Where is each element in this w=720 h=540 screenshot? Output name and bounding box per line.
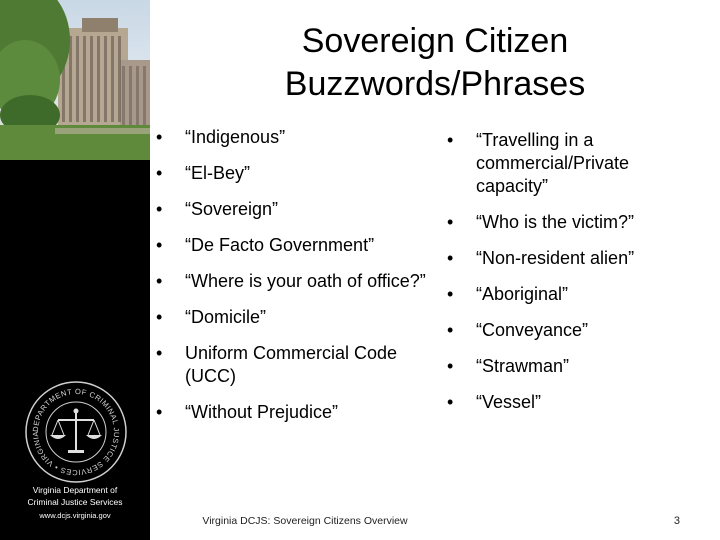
bullet-marker: • <box>447 212 454 232</box>
bullet-text: “De Facto Government” <box>185 235 375 255</box>
sidebar <box>0 0 150 540</box>
bullet-marker: • <box>156 402 163 422</box>
bullet-item <box>447 283 677 306</box>
slide-title-line2: Buzzwords/Phrases <box>284 65 586 103</box>
bullet-item <box>156 234 426 257</box>
bullet-marker: • <box>156 235 163 255</box>
bullet-marker: • <box>447 392 454 412</box>
bullet-marker: • <box>447 248 454 268</box>
agency-url[interactable]: www.dcjs.virginia.gov <box>39 511 111 520</box>
bullet-marker: • <box>156 343 163 363</box>
bullet-item <box>156 342 426 388</box>
left-bullet-list <box>156 126 426 437</box>
bullet-item <box>447 129 677 198</box>
bullet-item <box>156 198 426 221</box>
slide-title-line1: Sovereign Citizen <box>301 22 569 60</box>
building-photo <box>0 0 150 160</box>
slide-title <box>215 20 655 106</box>
bullet-item <box>447 319 677 342</box>
bullet-marker: • <box>447 356 454 376</box>
bullet-text: “Aboriginal” <box>476 284 569 304</box>
bullet-item <box>156 306 426 329</box>
bullet-marker: • <box>156 163 163 183</box>
bullet-marker: • <box>156 199 163 219</box>
bullet-text: “Who is the victim?” <box>476 212 635 232</box>
bullet-item <box>447 391 677 414</box>
bullet-text: “El-Bey” <box>185 163 251 183</box>
bullet-marker: • <box>447 320 454 340</box>
agency-name-line1: Virginia Department of <box>32 485 118 495</box>
scales-of-justice-seal <box>24 380 128 484</box>
page-number: 3 <box>673 515 680 527</box>
bullet-text: “Conveyance” <box>476 320 589 340</box>
right-bullet-list <box>447 129 677 427</box>
slide-footer: Virginia DCJS: Sovereign Citizens Overview <box>202 515 408 527</box>
bullet-text: “Where is your oath of office?” <box>185 271 426 291</box>
bullet-item <box>156 270 426 293</box>
bullet-item <box>156 162 426 185</box>
bullet-marker: • <box>447 130 454 150</box>
bullet-marker: • <box>156 307 163 327</box>
bullet-text: Uniform Commercial Code (UCC) <box>185 343 398 386</box>
bullet-item <box>447 355 677 378</box>
bullet-item <box>447 247 677 270</box>
bullet-marker: • <box>156 127 163 147</box>
bullet-text: “Sovereign” <box>185 199 279 219</box>
bullet-text: “Non-resident alien” <box>476 248 635 268</box>
svg-text:DEPARTMENT OF CRIMINAL JUSTICE: DEPARTMENT OF CRIMINAL JUSTICE SERVICES • VIRGINIA <box>30 386 122 478</box>
bullet-text: “Travelling in a commercial/Private capacity” <box>476 130 630 196</box>
bullet-marker: • <box>156 271 163 291</box>
bullet-text: “Domicile” <box>185 307 266 327</box>
bullet-text: “Indigenous” <box>185 127 286 147</box>
bullet-text: “Without Prejudice” <box>185 402 339 422</box>
bullet-item <box>447 211 677 234</box>
bullet-text: “Strawman” <box>476 356 570 376</box>
agency-name <box>0 484 150 508</box>
bullet-text: “Vessel” <box>476 392 542 412</box>
agency-name-line2: Criminal Justice Services <box>27 497 123 507</box>
bullet-marker: • <box>447 284 454 304</box>
bullet-item <box>156 401 426 424</box>
bullet-item <box>156 126 426 149</box>
